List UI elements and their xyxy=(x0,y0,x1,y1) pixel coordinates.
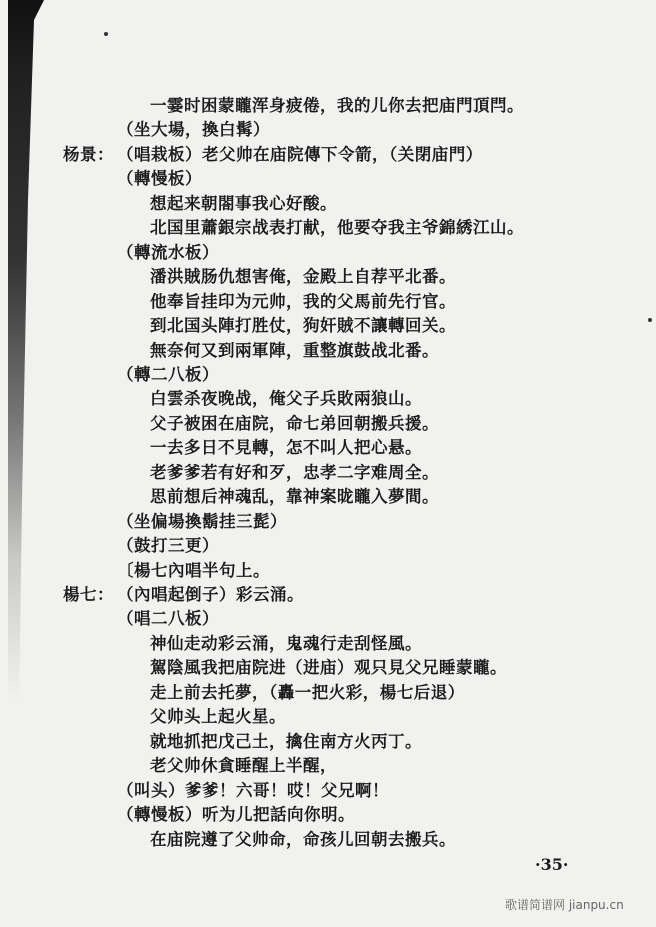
verse-line: 潘洪賊肠仇想害俺，金殿上自荐平北番。 xyxy=(150,267,456,287)
page-number: ·35· xyxy=(535,855,569,874)
verse-line: 一去多日不見轉，怎不叫人把心悬。 xyxy=(150,438,422,458)
speaker-label: 杨景： xyxy=(63,144,114,164)
watermark: 歌谱简谱网 jianpu.cn xyxy=(505,898,624,912)
stage-direction-line: （內唱起倒子）彩云涌。 xyxy=(117,585,304,604)
verse-line: 老爹爹若有好和歹，忠孝二字难周全。 xyxy=(150,462,439,482)
stage-direction-line: （轉二八板） xyxy=(117,364,219,384)
verse-line: 神仙走动彩云涌，鬼魂行走刮怪風。 xyxy=(150,633,422,653)
scan-binding-shadow xyxy=(0,0,44,927)
stage-direction-line: （坐偏場換鬍挂三髭） xyxy=(117,511,287,531)
stage-direction-line: （坐大場，換白髯） xyxy=(117,120,270,140)
verse-line: 走上前去托夢，（轟一把火彩，楊七后退） xyxy=(150,682,465,702)
stage-direction-line: （唱栽板）老父帅在庙院傳下令箭，（关閉庙門） xyxy=(117,144,483,164)
verse-line: 一霎时困蒙矓浑身疲倦，我的儿你去把庙門頂閂。 xyxy=(150,96,524,115)
stage-direction-line: （鼓打三更） xyxy=(117,536,219,556)
scan-speck xyxy=(648,318,652,322)
verse-line: 北国里蕭銀宗战表打献，他要夺我主爷錦綉江山。 xyxy=(150,218,524,238)
stage-direction-line: 〔楊七內唱半句上。 xyxy=(117,560,270,580)
stage-direction-line: （轉流水板） xyxy=(117,242,219,262)
stage-direction-line: （唱二八板） xyxy=(117,609,219,629)
stage-direction-line: （叫头）爹爹！六哥！哎！父兄啊！ xyxy=(117,780,389,800)
verse-line: 無奈何又到兩軍陣，重整旗鼓战北番。 xyxy=(150,340,439,360)
verse-line: 他奉旨挂印为元帅，我的父馬前先行官。 xyxy=(150,291,456,311)
stage-direction-line: （轉慢板） xyxy=(117,169,202,189)
speaker-label: 楊七： xyxy=(63,585,114,604)
verse-line: 思前想后神魂乱，靠神案昽矓入夢間。 xyxy=(150,487,439,507)
verse-line: 想起来朝閤事我心好酸。 xyxy=(150,193,337,213)
verse-line: 在庙院遵了父帅命，命孩儿回朝去搬兵。 xyxy=(150,829,456,849)
scan-speck xyxy=(104,32,108,36)
verse-line: 父帅头上起火星。 xyxy=(150,707,286,727)
verse-line: 駕陰風我把庙院进（进庙）观只見父兄睡蒙矓。 xyxy=(150,658,507,678)
verse-line: 老父帅休貪睡醒上半醒， xyxy=(150,756,337,776)
verse-line: 白雲杀夜晚战，俺父子兵敗兩狼山。 xyxy=(150,389,422,409)
stage-direction-line: （轉慢板）听为儿把話向你明。 xyxy=(117,805,355,825)
verse-line: 父子被困在庙院，命七弟回朝搬兵援。 xyxy=(150,413,439,433)
verse-line: 到北国头陣打胜仗，狗奸賊不讓轉回关。 xyxy=(150,316,456,336)
verse-line: 就地抓把戊己土，擒住南方火丙丁。 xyxy=(150,731,422,751)
